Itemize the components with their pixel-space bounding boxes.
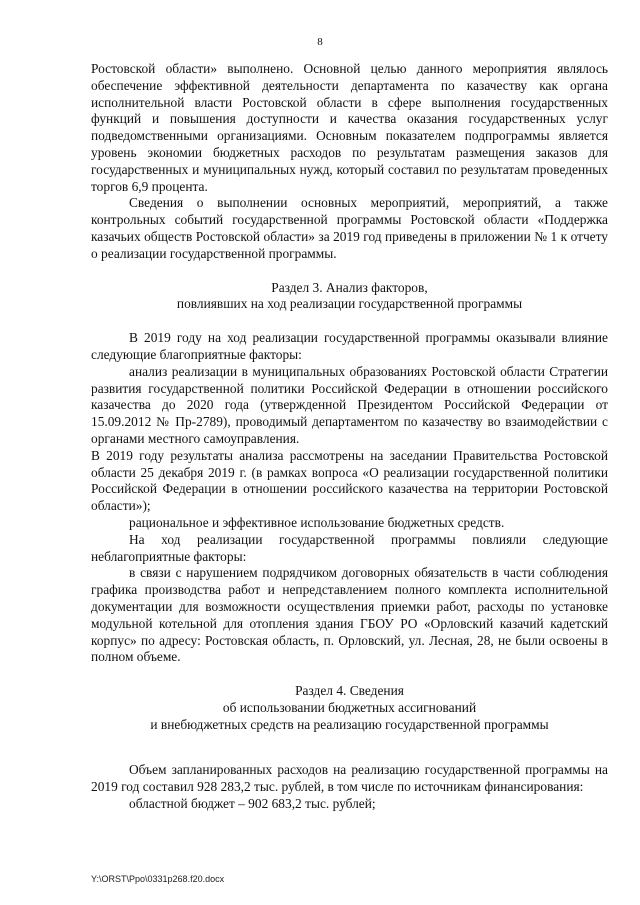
section-4-title-line: и внебюджетных средств на реализацию государственной программы: [150, 716, 549, 732]
section-3-heading: [91, 280, 608, 314]
section-4-title-line: об использовании бюджетных ассигнований: [222, 699, 477, 715]
paragraph: Объем запланированных расходов на реализацию государственной программы на 2019 год составил 928 283,2 тыс. рублей, в том числе по источникам финансирования:: [91, 762, 608, 795]
paragraph: Сведения о выполнении основных мероприятий, мероприятий, а также контрольных событий государственной программы Ростовской области «Поддержка казачьих обществ Ростовской области» за 2019 год приведены в приложении № 1 к отчету о реализации государственной программы.: [91, 195, 608, 261]
section-4-heading: [91, 683, 608, 733]
paragraph: областной бюджет – 902 683,2 тыс. рублей;: [129, 796, 376, 812]
document-body: [91, 61, 608, 813]
section-3-title-line: повлиявших на ход реализации государственной программы: [176, 296, 523, 312]
section-3-title-line: Раздел 3. Анализ факторов,: [271, 279, 428, 295]
paragraph: На ход реализации государственной программы повлияли следующие неблагоприятные факторы:: [91, 531, 608, 564]
paragraph: анализ реализации в муниципальных образованиях Ростовской области Стратегии развития государственной политики Российской Федерации в отношении российского казачества до 2020 года (утвержденной Президентом Российской Федерации от 15.09.2012 № Пр-2789), проводимый департаментом по казачеству во взаимодействии с органами местного самоуправления.: [91, 363, 608, 446]
paragraph: рациональное и эффективное использование бюджетных средств.: [129, 514, 505, 530]
footer-file-path: Y:\ORST\Ppo\0331p268.f20.docx: [91, 874, 225, 884]
section-4-title-line: Раздел 4. Сведения: [295, 683, 404, 699]
page-number: 8: [317, 36, 323, 48]
paragraph: В 2019 году результаты анализа рассмотрены на заседании Правительства Ростовской области 25 декабря 2019 г. (в рамках вопроса «О реализации государственной политики Российской Федерации в отношении российского казачества на территории Ростовской области»);: [91, 447, 608, 514]
paragraph: Ростовской области» выполнено. Основной целью данного мероприятия являлось обеспечение эффективной деятельности департамента по казачеству как органа исполнительной власти Ростовской области в сфере выполнения государственных функций и повышения доступности и качества оказания государственных услуг подведомственными организациями. Основным показателем подпрограммы является уровень экономии бюджетных расходов по результатам размещения заказов для государственных и муниципальных нужд, который составил по результатам проведенных торгов 6,9 процента.: [91, 61, 608, 194]
paragraph: В 2019 году на ход реализации государственной программы оказывали влияние следующие благоприятные факторы:: [91, 330, 608, 362]
paragraph: в связи с нарушением подрядчиком договорных обязательств в части соблюдения графика производства работ и непредставлением полного комплекта исполнительной документации для возможности осуществления приемки работ, расходы по установке модульной котельной для отопления здания ГБОУ РО «Орловский казачий кадетский корпус» по адресу: Ростовская область, п. Орловский, ул. Лесная, 28, не были освоены в полном объеме.: [91, 565, 608, 665]
